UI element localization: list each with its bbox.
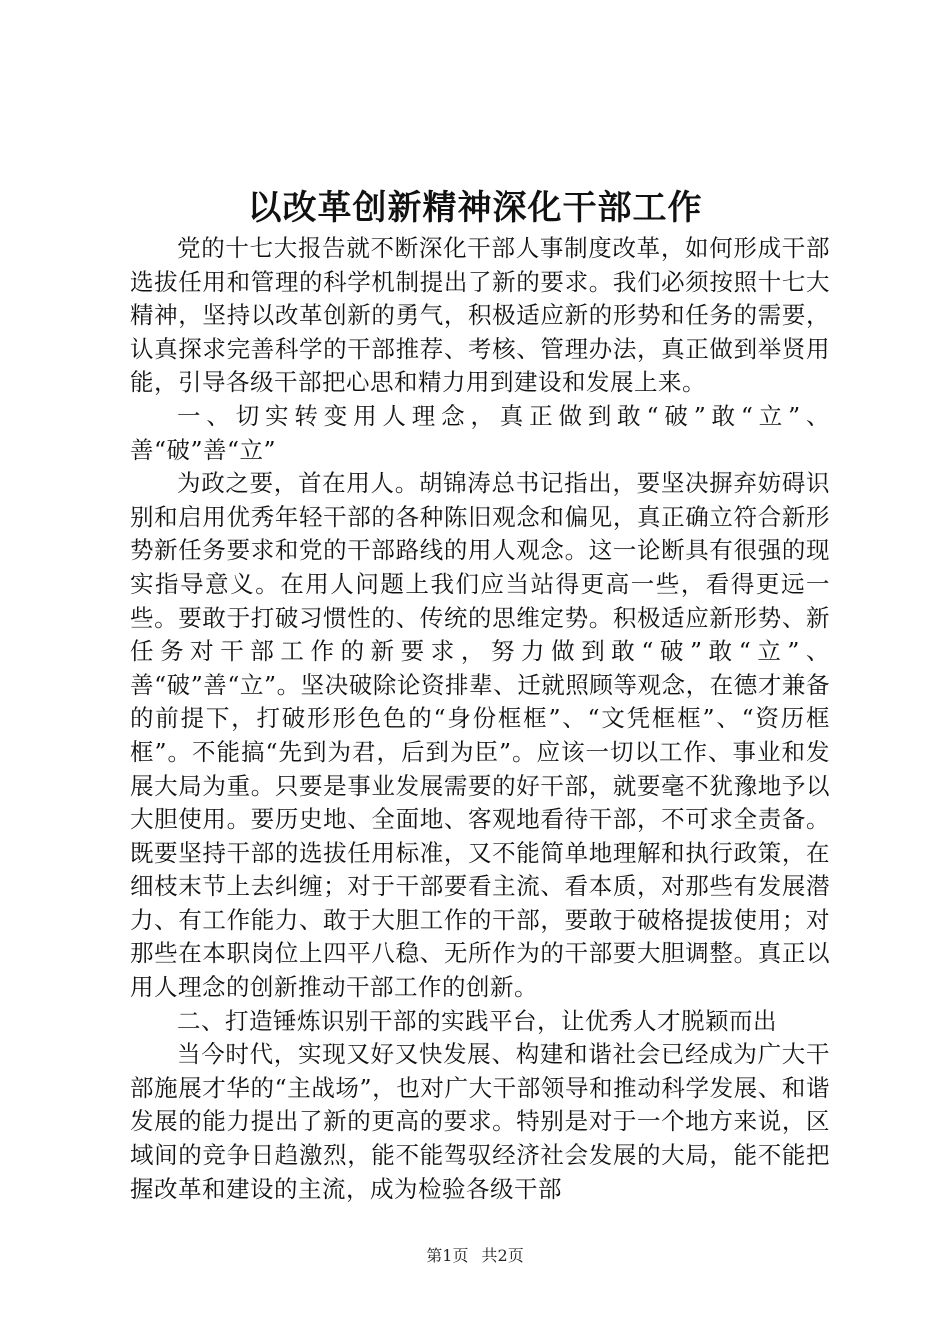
paragraph-section-1: 为政之要，首在用人。胡锦涛总书记指出，要坚决摒弃妨碍识别和启用优秀年轻干部的各种陈旧观念和偏见，真正确立符合新形势新任务要求和党的干部路线的用人观念。这一论断具有很强的现实指导意义。在用人问题上我们应当站得更高一些，看得更远一些。要敢于打破习惯性的、传统的思维定势。积极适应新形势、新任务对干部工作的新要求，努力做到敢“破”敢“立”、善“破”善“立”。坚决破除论资排辈、迁就照顾等观念，在德才兼备的前提下，打破形形色色的“身份框框”、“文凭框框”、“资历框框”。不能搞“先到为君，后到为臣”。应该一切以工作、事业和发展大局为重。只要是事业发展需要的好干部，就要毫不犹豫地予以大胆使用。要历史地、全面地、客观地看待干部，不可求全责备。既要坚持干部的选拔任用标准，又不能简单地理解和执行政策，在细枝末节上去纠缠；对于干部要看主流、看本质，对那些有发展潜力、有工作能力、敢于大胆工作的干部，要敢于破格提拔使用；对那些在本职岗位上四平八稳、无所作为的干部要大胆调整。真正以用人理念的创新推动干部工作的创新。 [130,469,830,1002]
page-number: 第1页 [426,1246,469,1265]
document-body [130,232,830,1206]
page-total: 共2页 [481,1246,524,1265]
section-heading-1: 一、切实转变用人理念，真正做到敢“破”敢“立”、善“破”善“立” [130,401,830,464]
paragraph-intro: 党的十七大报告就不断深化干部人事制度改革，如何形成干部选拔任用和管理的科学机制提出了新的要求。我们必须按照十七大精神，坚持以改革创新的勇气，积极适应新的形势和任务的需要，认真探求完善科学的干部推荐、考核、管理办法，真正做到举贤用能，引导各级干部把心思和精力用到建设和发展上来。 [130,234,830,397]
section-heading-2: 二、打造锤炼识别干部的实践平台，让优秀人才脱颖而出 [177,1006,777,1035]
document-title: 以改革创新精神深化干部工作 [247,188,703,228]
paragraph-section-2: 当今时代，实现又好又快发展、构建和谐社会已经成为广大干部施展才华的“主战场”，也对广大干部领导和推动科学发展、和谐发展的能力提出了新的更高的要求。特别是对于一个地方来说，区域间的竞争日趋激烈，能不能驾驭经济社会发展的大局，能不能把握改革和建设的主流，成为检验各级干部 [130,1040,830,1203]
page-footer [0,1245,950,1267]
